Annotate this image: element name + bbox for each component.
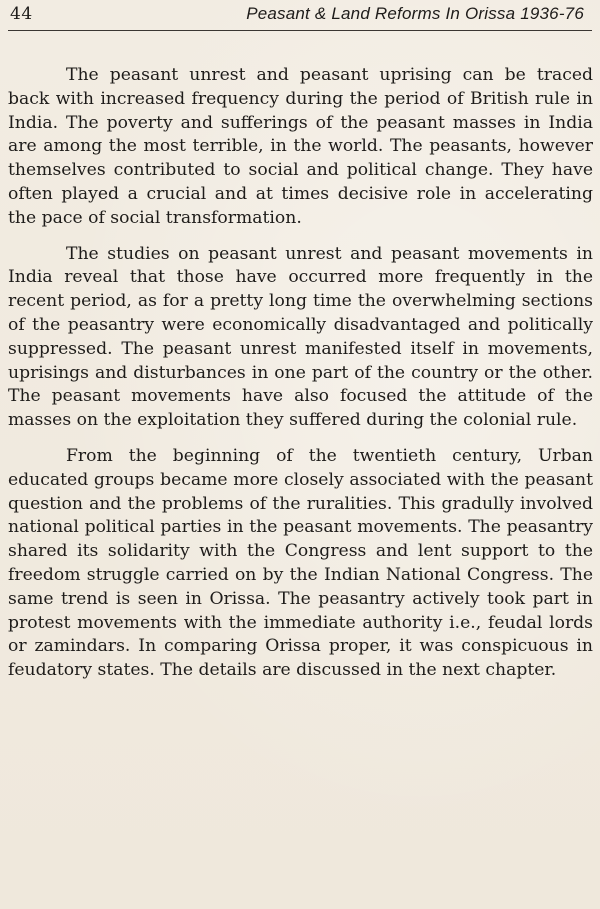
running-header (10, 4, 584, 28)
book-title: Peasant & Land Reforms In Orissa 1936-76 (246, 4, 584, 23)
paragraph-twentieth-century: From the beginning of the twentieth century, Urban educated groups became more closely associated with the peasant question and the problems of the ruralities. This gradully involved national political parties in the peasant movements. The peasantry shared its solidarity with the Congress and lent support to the freedom struggle carried on by the Indian National Congress. The same trend is seen in Orissa. The peasantry actively took part in protest movements with the immediate authority i.e., feudal lords or zamindars. In comparing Orissa proper, it was conspicuous in feudatory states. The details are discussed in the next chapter. (8, 445, 593, 681)
header-rule (8, 30, 592, 31)
paragraph-studies: The studies on peasant unrest and peasant movements in India reveal that those have occurred more frequently in the recent period, as for a pretty long time the overwhelming sections of the peasantry were economically disadvantaged and politically suppressed. The peasant unrest manifested itself in movements, uprisings and disturbances in one part of the country or the other. The peasant movements have also focused the attitude of the masses on the exploitation they suffered during the colonial rule. (8, 243, 593, 431)
body-text (8, 64, 593, 695)
page-number: 44 (10, 4, 33, 24)
paragraph-peasant-unrest: The peasant unrest and peasant uprising can be traced back with increased frequency during the period of British rule in India. The poverty and sufferings of the peasant masses in India are among the most terrible, in the world. The peasants, however themselves contributed to social and political change. They have often played a crucial and at times decisive role in accelerating the pace of social transformation. (8, 65, 593, 228)
